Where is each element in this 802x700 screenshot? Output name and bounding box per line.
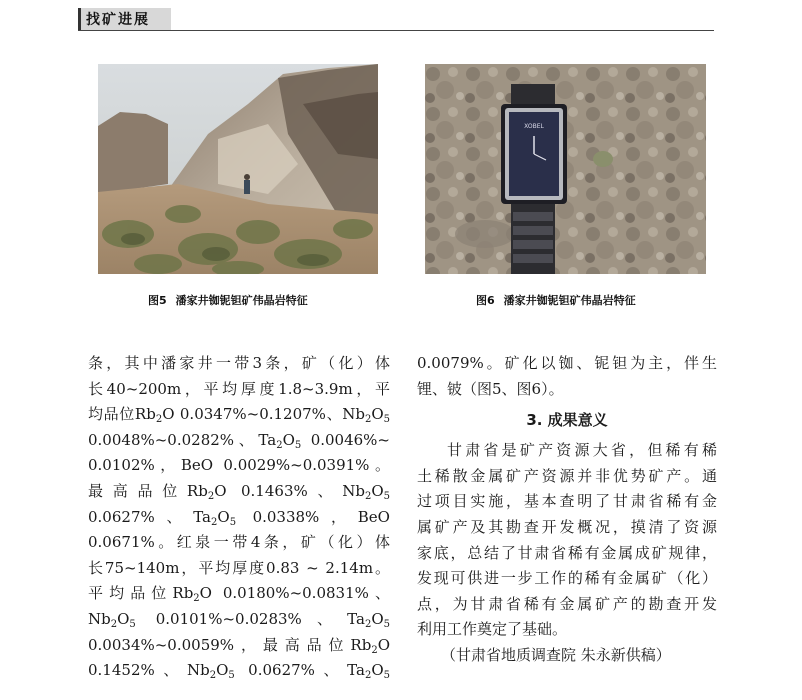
figure-6-caption: 图6 潘家井铷铌钽矿伟晶岩特征 bbox=[476, 294, 636, 307]
text-line: 过项目实施，基本查明了甘肃省稀有金 bbox=[417, 492, 717, 511]
text-line: 0.1452%、$Nb_2O_5$ 0.0627%、$Ta_2O_5$ bbox=[88, 661, 390, 682]
text-line: $Nb_2O_5$ 0.0101%~0.0283%、$Ta_2O_5$ bbox=[88, 609, 390, 630]
text-line: 平均品位$Rb_2O$ 0.0180%~0.0831%、 bbox=[88, 584, 390, 605]
text-line: 锂、铍（图5、图6）。 bbox=[417, 379, 564, 398]
text-line: 土稀散金属矿产资源并非优势矿产。通 bbox=[417, 466, 717, 485]
text-line: 利用工作奠定了基础。 bbox=[417, 620, 568, 639]
text-line: 均品位$Rb_2O$ 0.0347%~0.1207%、$Nb_2O_5$ bbox=[88, 405, 390, 426]
section-title: 找矿进展 bbox=[86, 12, 150, 28]
text-line: 0.0102%，BeO 0.0029%~0.0391%。 bbox=[88, 456, 390, 475]
text-line: 0.0627%、$Ta_2O_5$ 0.0338%，BeO bbox=[88, 507, 390, 528]
watch-brand-text: XOBEL bbox=[524, 123, 544, 130]
text-line: 家底，总结了甘肃省稀有金属成矿规律， bbox=[417, 543, 717, 562]
text-line: 长40~200m，平均厚度1.8~3.9m，平 bbox=[88, 379, 390, 398]
text-line: 长75~140m，平均厚度0.83 ~ 2.14m。 bbox=[88, 558, 390, 577]
figure-6-photo bbox=[425, 64, 706, 274]
text-line: 发现可供进一步工作的稀有金属矿（化） bbox=[417, 569, 717, 588]
text-line: 甘肃省是矿产资源大省，但稀有稀 bbox=[447, 441, 717, 460]
left-column bbox=[88, 351, 390, 684]
figure-5-caption: 图5 潘家井铷铌钽矿伟晶岩特征 bbox=[148, 294, 308, 307]
text-line: 0.0034%~0.0059%，最高品位$Rb_2O$ bbox=[88, 635, 390, 656]
text-line: 0.0048%~0.0282%、$Ta_2O_5$ 0.0046%~ bbox=[88, 430, 390, 451]
text-line: 属矿产及其勘查开发概况，摸清了资源 bbox=[417, 517, 717, 536]
right-column bbox=[417, 351, 717, 669]
text-line: 0.0079%。矿化以铷、铌钽为主，伴生 bbox=[417, 354, 717, 372]
section-heading: 3. 成果意义 bbox=[526, 411, 608, 430]
author-credit: （甘肃省地质调查院 朱永新供稿） bbox=[441, 645, 671, 664]
figure-5-photo bbox=[98, 64, 378, 274]
text-line: 0.0671%。红泉一带4条，矿（化）体 bbox=[88, 533, 390, 552]
text-line: 点，为甘肃省稀有金属矿产的勘查开发 bbox=[417, 594, 717, 613]
text-line: 条，其中潘家井一带3条，矿（化）体 bbox=[88, 354, 390, 372]
header-rule bbox=[78, 30, 714, 31]
text-line: 最高品位$Rb_2O$ 0.1463%、$Nb_2O_5$ bbox=[88, 481, 390, 502]
